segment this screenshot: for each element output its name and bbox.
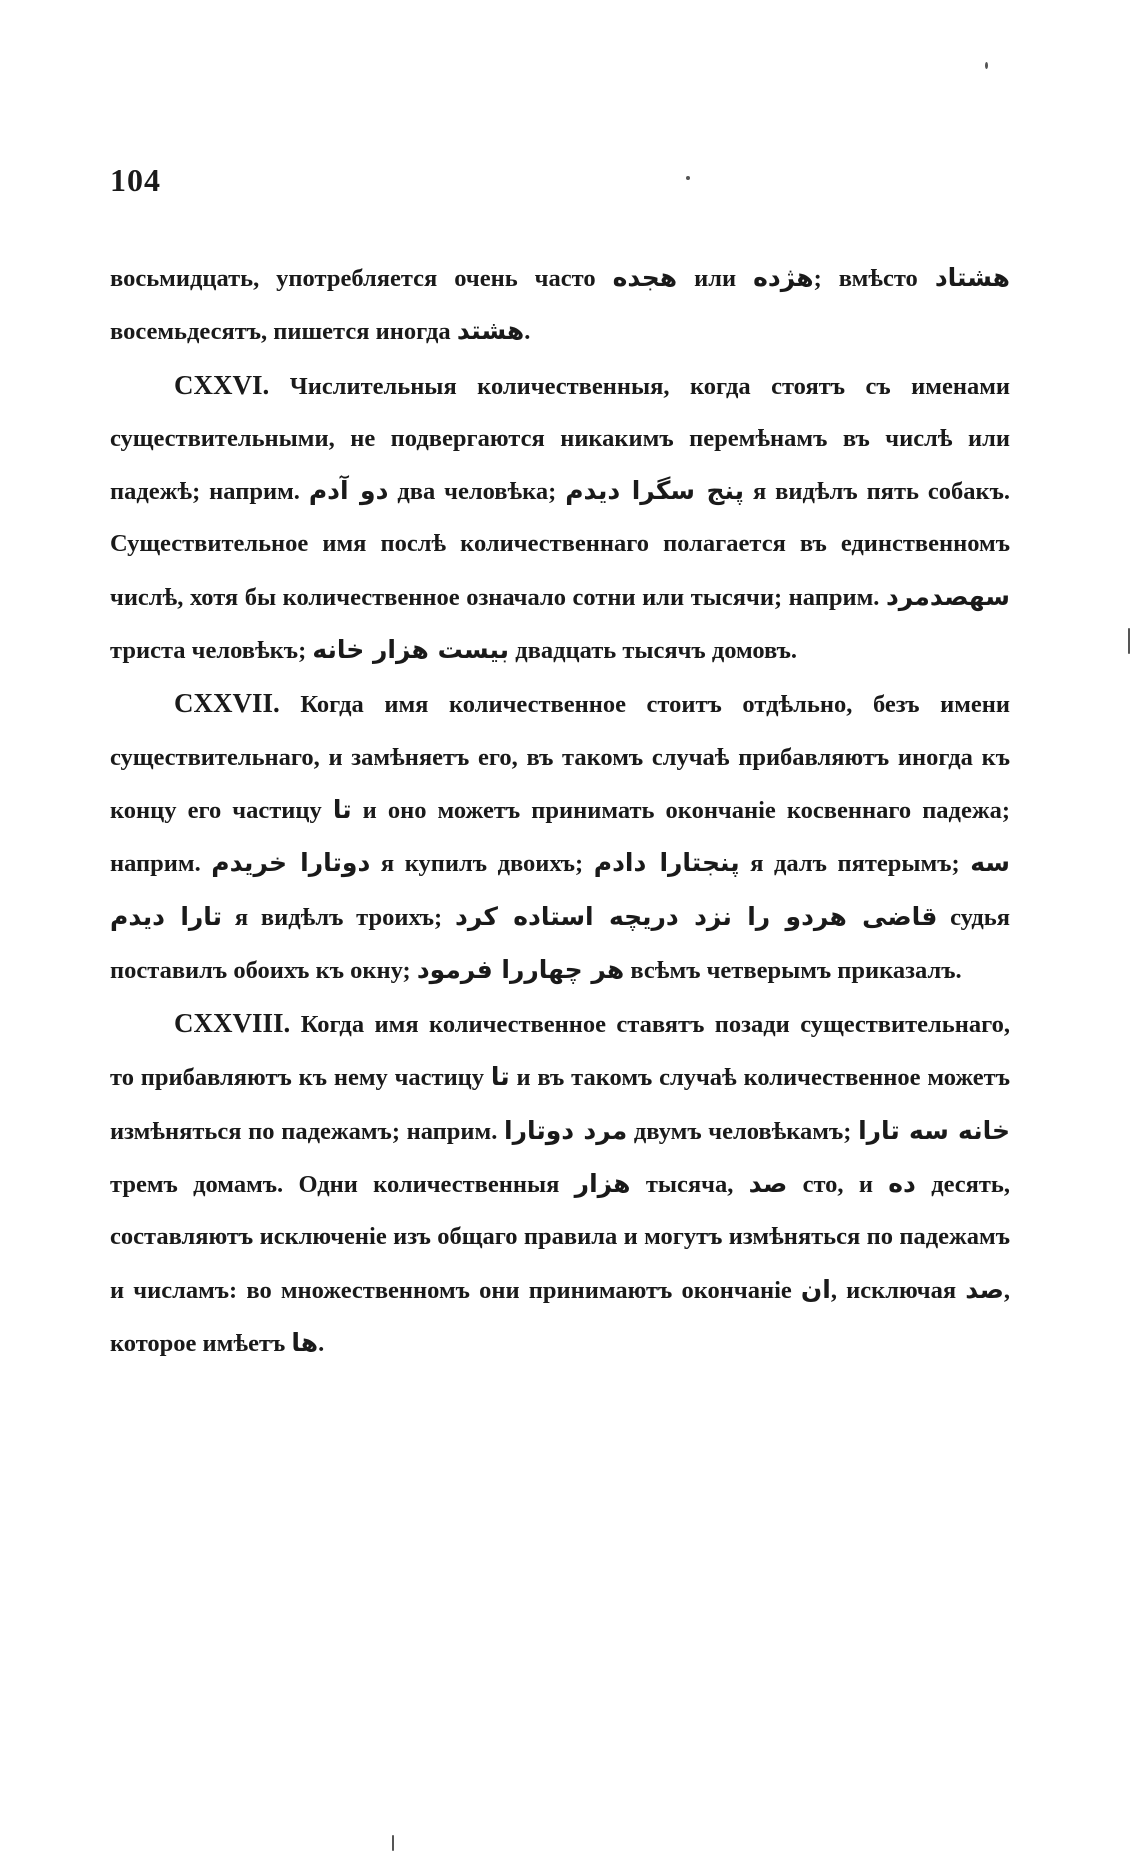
persian-word: تا <box>332 794 352 824</box>
russian-text: , которое имѣетъ <box>110 1276 1010 1357</box>
russian-text: судья поставилъ обоихъ къ окну; <box>110 903 1010 984</box>
russian-text: ; вмѣсто <box>813 265 935 292</box>
persian-word: ان <box>800 1274 831 1304</box>
russian-text: Когда имя количественное ставятъ позади существительнаго, то прибавляютъ къ нему частицу <box>110 1011 1010 1092</box>
page-number: 104 <box>110 162 161 198</box>
russian-text: двадцать тысячъ домовъ. <box>509 637 798 665</box>
russian-text: сто, и <box>787 1171 889 1199</box>
russian-text: тремъ домамъ. Одни количественныя <box>110 1171 575 1199</box>
russian-text: восемьдесятъ, пишется иногда <box>110 318 457 346</box>
body-text <box>110 252 1010 1370</box>
persian-word: ها <box>291 1327 319 1357</box>
section-number: CXXVI. <box>174 369 270 400</box>
paragraph <box>110 677 1010 997</box>
russian-text: десять, составляютъ исключеніе изъ общаго правила и могутъ измѣняться по падежамъ и числамъ: во множественномъ они принимаютъ окончаніе <box>110 1171 1010 1304</box>
russian-text: два человѣка; <box>388 478 566 506</box>
russian-text: всѣмъ четверымъ приказалъ. <box>624 956 962 984</box>
persian-word: دوتارا خریدم <box>211 848 371 878</box>
russian-text: я далъ пятерымъ; <box>739 850 971 878</box>
russian-text: , исключая <box>830 1276 966 1304</box>
persian-word: پنج سگرا دیدم <box>565 476 745 506</box>
paragraph <box>110 359 1010 678</box>
section-number: CXXVIII. <box>174 1008 291 1039</box>
russian-text: я видѣлъ пять собакъ. Существительное имя послѣ количественнаго полагается въ единственномъ числѣ, хотя бы количественное означало сотни или тысячи; наприм. <box>110 478 1010 611</box>
russian-text: я видѣлъ троихъ; <box>222 903 455 931</box>
russian-text: я купилъ двоихъ; <box>370 850 594 878</box>
russian-text: восьмидцать, употребляется очень часто <box>110 265 613 292</box>
russian-text: двумъ человѣкамъ; <box>627 1117 859 1145</box>
persian-word: بیست هزار خانه <box>312 635 510 665</box>
russian-text: . <box>318 1329 325 1357</box>
persian-word: هر چهاررا فرمود <box>416 954 625 984</box>
scan-speck <box>1128 628 1130 654</box>
scan-speck <box>686 176 690 180</box>
persian-word: صد <box>748 1169 788 1199</box>
scan-speck <box>392 1835 394 1851</box>
persian-word: تا <box>490 1062 510 1092</box>
persian-word: سهصدمرد <box>885 581 1010 611</box>
paragraph <box>110 252 1010 359</box>
russian-text: Числительныя количественныя, когда стоятъ съ именами существительными, не подвергаются никакимъ перемѣнамъ въ числѣ или падежѣ; наприм. <box>110 372 1010 506</box>
persian-word: سه تارا دیدم <box>110 848 1011 931</box>
persian-word: ده <box>888 1169 916 1199</box>
persian-word: قاضی هردو را نزد دریچه استاده کرد <box>455 901 938 931</box>
persian-word: مرد دوتارا <box>504 1115 628 1145</box>
persian-word: دو آدم <box>308 476 389 506</box>
scan-speck <box>985 62 988 69</box>
persian-word: هشتد <box>456 316 525 346</box>
russian-text: . <box>524 318 531 346</box>
persian-word: هشتاد <box>934 263 1011 292</box>
persian-word: هژده <box>753 263 814 292</box>
persian-word: خانه سه تارا <box>858 1115 1011 1145</box>
russian-text: триста человѣкъ; <box>110 637 313 665</box>
russian-text: и оно можетъ принимать окончаніе косвеннаго падежа; наприм. <box>110 796 1010 878</box>
russian-text: Когда имя количественное стоитъ отдѣльно, безъ имени существительнаго, и замѣняетъ его, въ такомъ случаѣ прибавляютъ иногда къ концу его частицу <box>110 691 1010 824</box>
persian-word: هجده <box>612 263 678 292</box>
persian-word: پنجتارا دادم <box>593 848 740 878</box>
russian-text: или <box>677 265 754 292</box>
russian-text: и въ такомъ случаѣ количественное можетъ измѣняться по падежамъ; наприм. <box>110 1064 1010 1145</box>
russian-text: тысяча, <box>630 1171 749 1199</box>
persian-word: صد <box>965 1274 1004 1304</box>
persian-word: هزار <box>574 1169 631 1199</box>
section-number: CXXVII. <box>174 688 280 719</box>
paragraph <box>110 997 1010 1370</box>
